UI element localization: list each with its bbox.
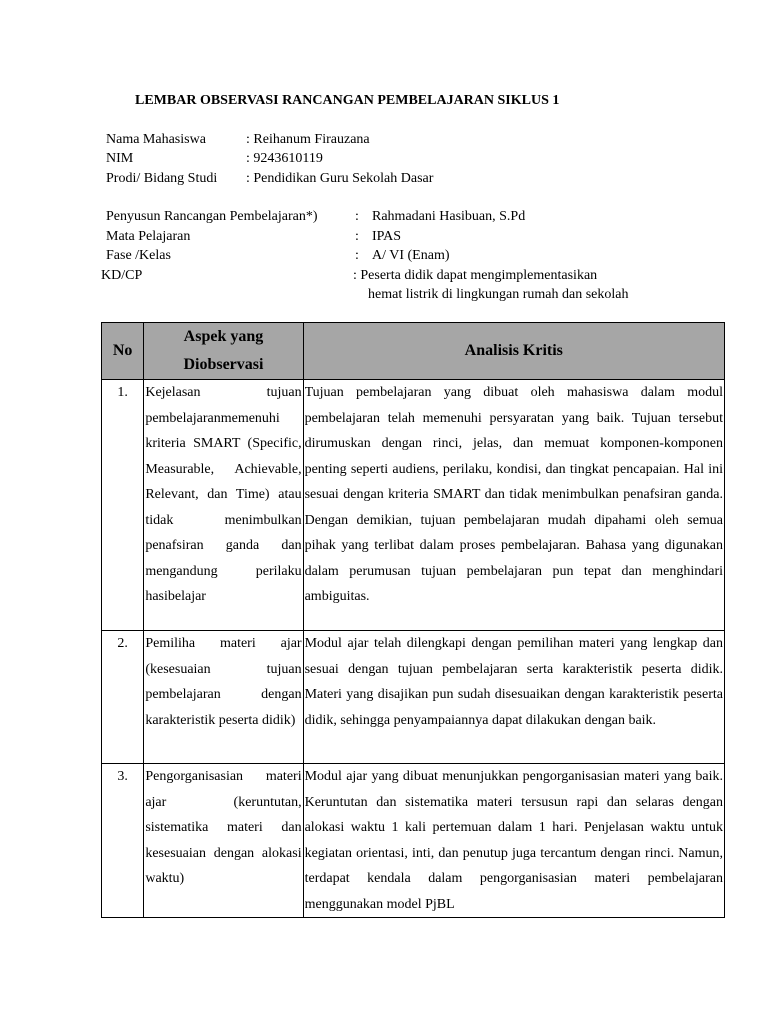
table-row [102, 764, 725, 918]
row-analysis-text: Tujuan pembelajaran yang dibuat oleh mahasiswa dalam modul pembelajaran telah memenuhi persyaratan yang baik. Tujuan tersebut dirumuskan dengan rinci, jelas, dan memuat komponen-komponen penting seperti audiens, perilaku, kondisi, dan tingkat pencapaian. Hal ini sesuai dengan kriteria SMART dan tidak menimbulkan penafsiran ganda. Dengan demikian, tujuan pembelajaran mudah dipahami oleh semua pihak yang terlibat dalam proses pembelajaran. Bahasa yang digunakan dalam perumusan tujuan pembelajaran pun tepat dan menghindari ambiguitas. [304, 385, 723, 604]
row-aspect [144, 631, 303, 764]
plan-author-value: Rahmadani Hasibuan, S.Pd [372, 209, 526, 224]
row-number: 2. [102, 631, 144, 764]
row-aspect [144, 764, 303, 918]
plan-kdcp-value-line1: : Peserta didik dapat mengimplementasikan [353, 268, 598, 283]
row-analysis [303, 764, 724, 918]
plan-author-sep: : [355, 209, 359, 224]
student-prodi-label: Prodi/ Bidang Studi [106, 171, 218, 186]
row-analysis-text: Modul ajar telah dilengkapi dengan pemilihan materi yang lengkap dan sesuai dengan tujuan pembelajaran serta karakteristik peserta didik. Materi yang disajikan pun sudah disesuaikan dengan karakteristik peserta didik, sehingga penyampaiannya dapat dilakukan dengan baik. [304, 636, 723, 728]
plan-phase-label: Fase /Kelas [106, 248, 171, 263]
table-row [102, 380, 725, 631]
plan-phase-value: A/ VI (Enam) [372, 248, 450, 263]
row-analysis-text: Modul ajar yang dibuat menunjukkan pengorganisasian materi yang baik. Keruntutan dan sistematika materi tersusun rapi dan selaras dengan alokasi waktu 1 kali pertemuan dalam 1 hari. Penjelasan waktu untuk kegiatan orientasi, inti, dan penutup juga tercantum dengan rinci. Namun, terdapat kendala dalam pengorganisasian materi pembelajaran menggunakan model PjBL [304, 769, 723, 912]
row-number: 3. [102, 764, 144, 918]
table-row [102, 631, 725, 764]
row-number: 1. [102, 380, 144, 631]
row-aspect-text: Pengorganisasian materi ajar (keruntutan, sistematika materi dan kesesuaian dengan alokasi waktu) [145, 769, 302, 886]
plan-phase-sep: : [355, 248, 359, 263]
row-analysis [303, 380, 724, 631]
student-name-label: Nama Mahasiswa [106, 132, 206, 147]
student-nim-value: : 9243610119 [246, 151, 323, 166]
row-analysis [303, 631, 724, 764]
page-title: LEMBAR OBSERVASI RANCANGAN PEMBELAJARAN SIKLUS 1 [135, 93, 560, 108]
observation-table [101, 322, 725, 918]
student-prodi-value: : Pendidikan Guru Sekolah Dasar [246, 171, 434, 186]
plan-subject-value: IPAS [372, 229, 402, 244]
student-nim-label: NIM [106, 151, 134, 166]
row-aspect-text: Pemiliha materi ajar (kesesuaian tujuan pembelajaran dengan karakteristik peserta didik) [145, 636, 302, 728]
header-aspect: Aspek yang Diobservasi [144, 323, 303, 380]
row-aspect [144, 380, 303, 631]
plan-kdcp-label: KD/CP [101, 268, 143, 283]
plan-subject-label: Mata Pelajaran [106, 229, 191, 244]
row-aspect-text: Kejelasan tujuan pembelajaranmemenuhi kriteria SMART (Specific, Measurable, Achievable, Relevant, dan Time) atau tidak menimbulkan penafsiran ganda dan mengandung perilaku hasibelajar [145, 385, 302, 604]
student-name-value: : Reihanum Firauzana [246, 132, 370, 147]
plan-author-label: Penyusun Rancangan Pembelajaran*) [106, 209, 318, 224]
plan-subject-sep: : [355, 229, 359, 244]
header-analysis: Analisis Kritis [303, 323, 724, 380]
table-header-row [102, 323, 725, 380]
header-no: No [102, 323, 144, 380]
plan-kdcp-value-line2: hemat listrik di lingkungan rumah dan sekolah [368, 287, 629, 302]
